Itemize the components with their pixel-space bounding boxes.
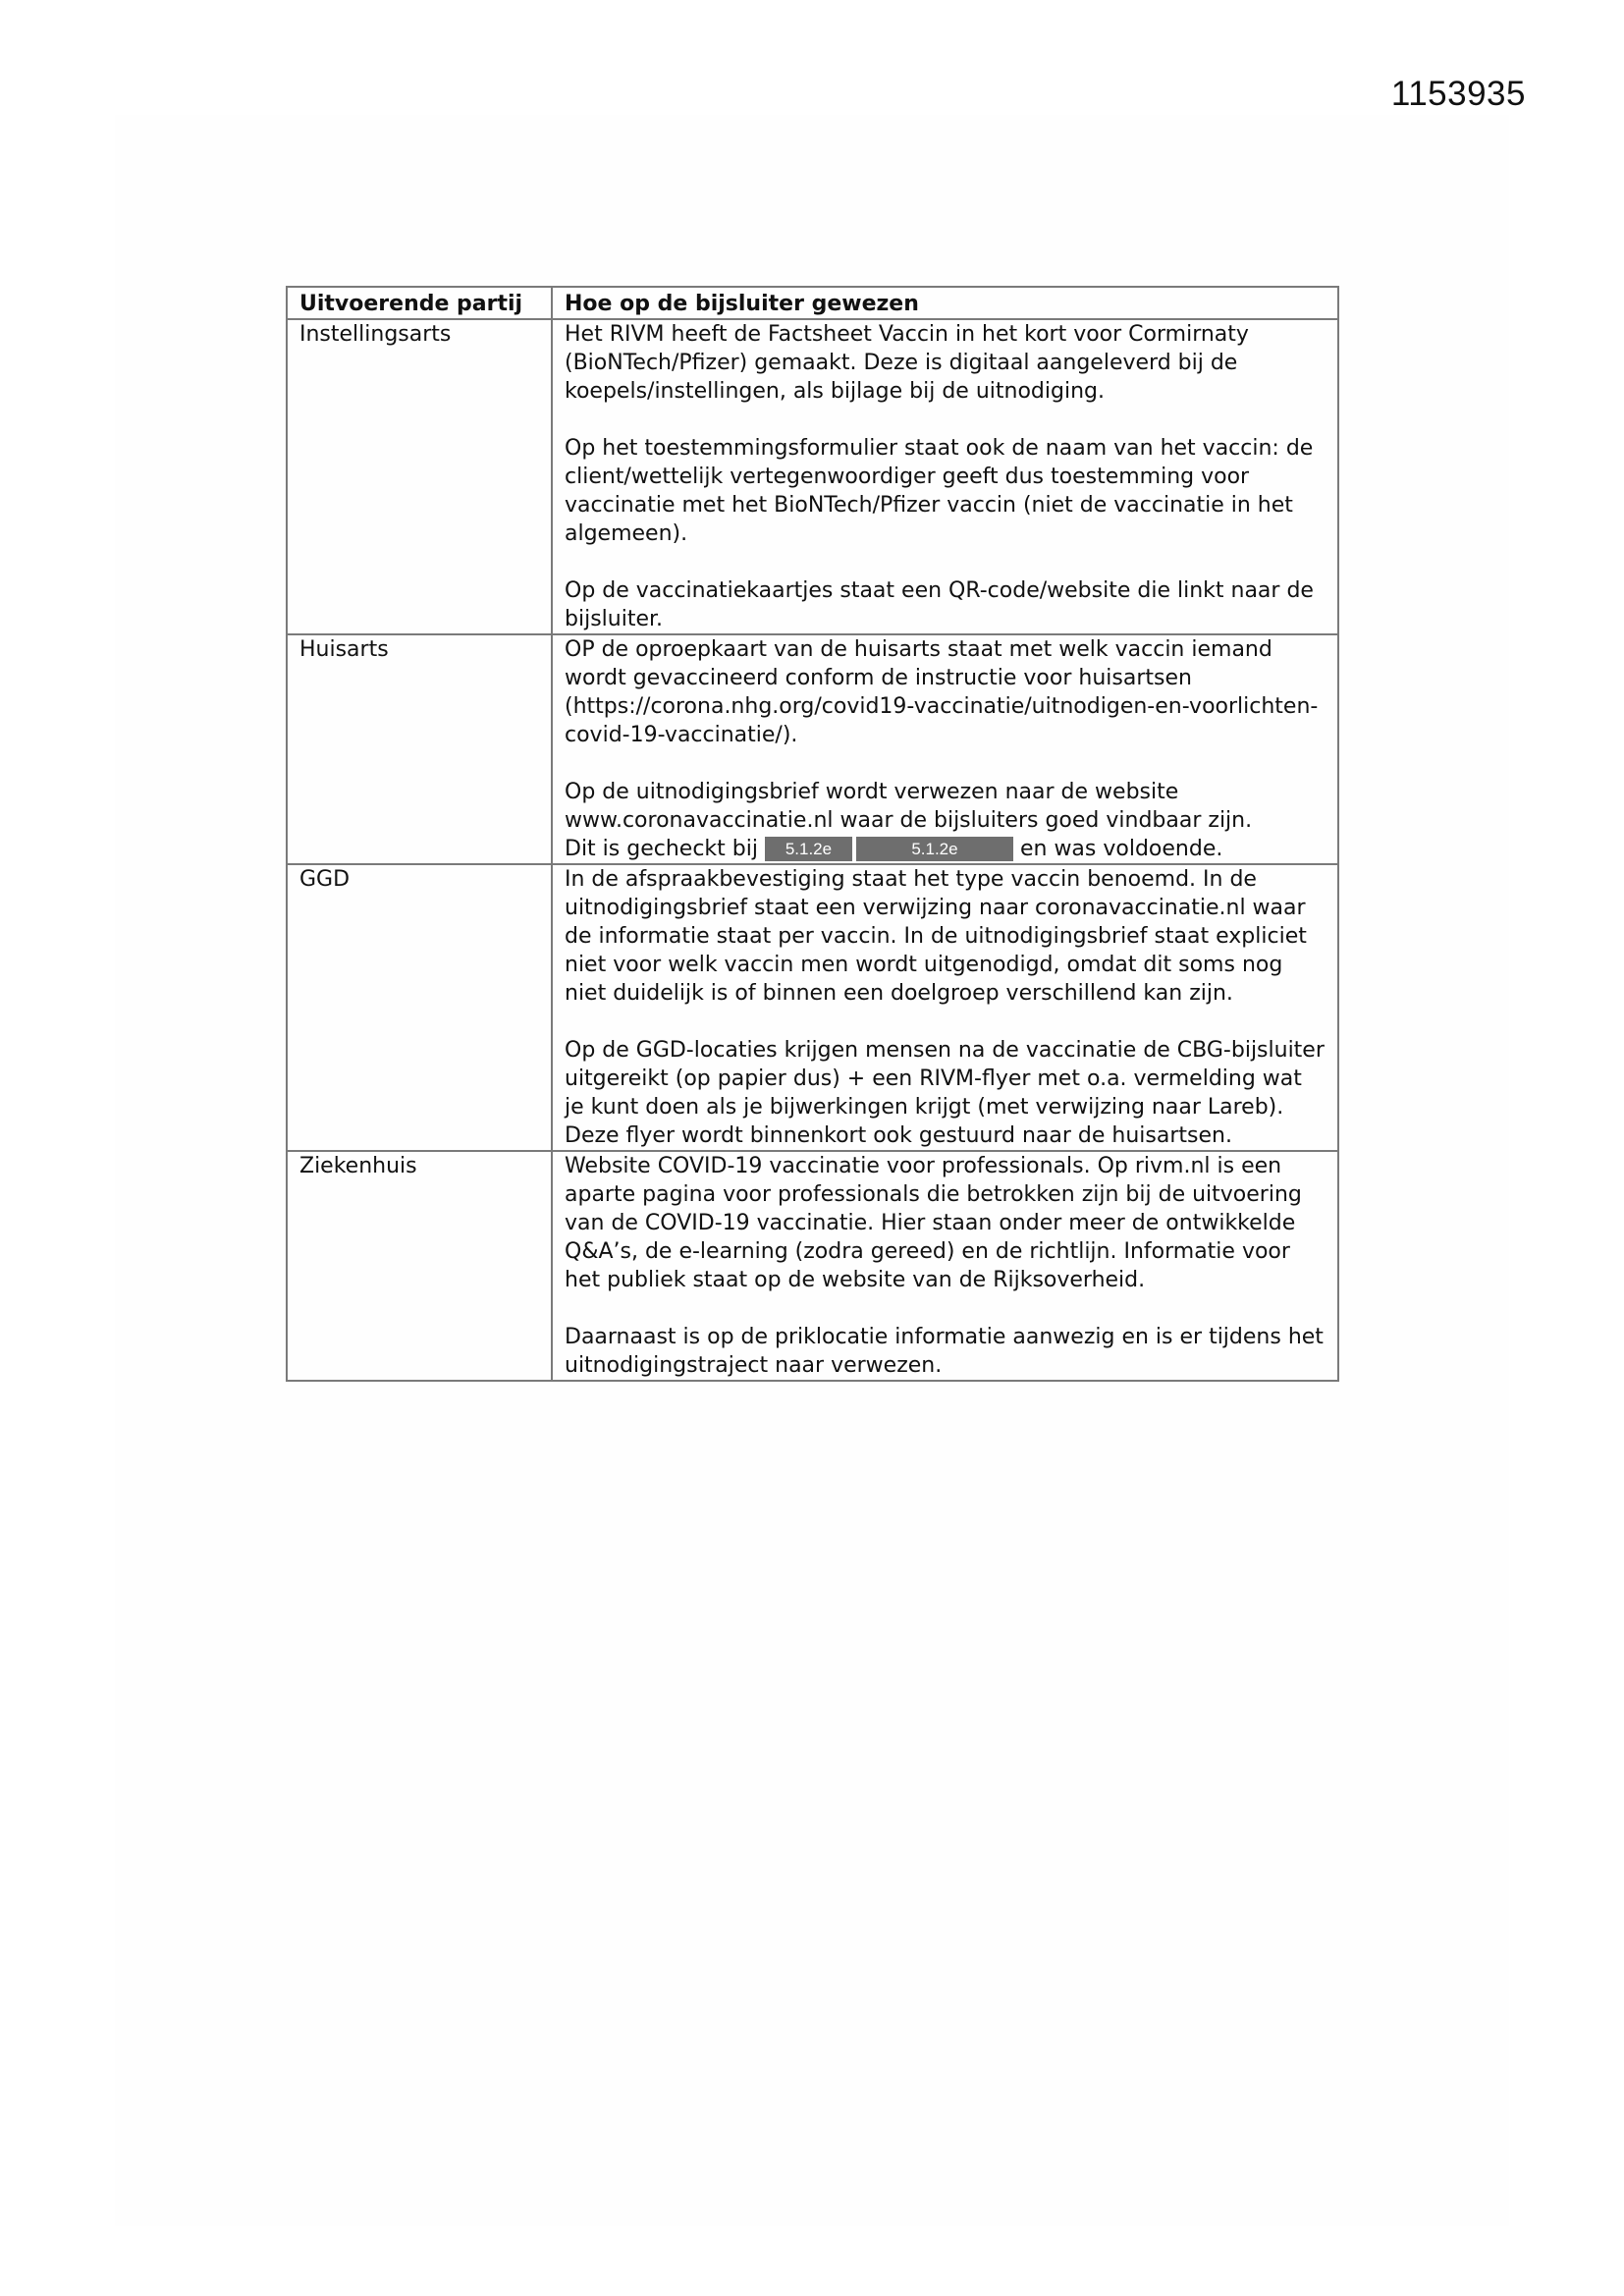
paragraph: Op de vaccinatiekaartjes staat een QR-code/website die linkt naar de bijsluiter.	[565, 578, 1314, 631]
paragraph	[565, 778, 1327, 863]
paragraph: In de afspraakbevestiging staat het type vaccin benoemd. In de uitnodigingsbrief staat een verwijzing naar coronavaccinatie.nl waar de informatie staat per vaccin. In de uitnodigingsbrief staat expliciet niet voor welk vaccin men wordt uitgenodigd, omdat dit soms nog niet duidelijk is of binnen een doelgroep verschillend kan zijn.	[565, 867, 1307, 1006]
table-row	[287, 1151, 1338, 1381]
header-party: Uitvoerende partij	[287, 287, 552, 319]
party-cell: Instellingsarts	[287, 319, 552, 634]
how-cell	[552, 634, 1338, 864]
redaction-label: 5.1.2e	[765, 837, 852, 861]
header-how: Hoe op de bijsluiter gewezen	[552, 287, 1338, 319]
paragraph: Op de GGD-locaties krijgen mensen na de vaccinatie de CBG-bijsluiter uitgereikt (op papier dus) + een RIVM-flyer met o.a. vermelding wat je kunt doen als je bijwerkingen krijgt (met verwijzing naar Lareb). Deze flyer wordt binnenkort ook gestuurd naar de huisartsen.	[565, 1038, 1325, 1148]
paragraph: OP de oproepkaart van de huisarts staat met welk vaccin iemand wordt gevaccineerd conform de instructie voor huisartsen (https://corona.nhg.org/covid19-vaccinatie/uitnodigen-en-voorlichten-covid-19-vaccinatie/).	[565, 637, 1319, 747]
document-number: 1153935	[1390, 75, 1526, 113]
party-cell: Ziekenhuis	[287, 1151, 552, 1381]
paragraph: Op het toestemmingsformulier staat ook de naam van het vaccin: de client/wettelijk vertegenwoordiger geeft dus toestemming voor vaccinatie met het BioNTech/Pfizer vaccin (niet de vaccinatie in het algemeen).	[565, 436, 1314, 546]
paragraph: Daarnaast is op de priklocatie informatie aanwezig en is er tijdens het uitnodigingstraject naar verwezen.	[565, 1325, 1324, 1378]
redaction-label: 5.1.2e	[856, 837, 1013, 861]
how-cell	[552, 1151, 1338, 1381]
paragraph: Het RIVM heeft de Factsheet Vaccin in het kort voor Cormirnaty (BioNTech/Pfizer) gemaakt. Deze is digitaal aangeleverd bij de koepels/instellingen, als bijlage bij de uitnodiging.	[565, 322, 1249, 404]
table-row	[287, 634, 1338, 864]
vaccine-leaflet-table	[286, 286, 1339, 1382]
paragraph: Website COVID-19 vaccinatie voor professionals. Op rivm.nl is een aparte pagina voor professionals die betrokken zijn bij de uitvoering van de COVID-19 vaccinatie. Hier staan onder meer de ontwikkelde Q&A’s, de e-learning (zodra gereed) en de richtlijn. Informatie voor het publiek staat op de website van de Rijksoverheid.	[565, 1154, 1302, 1292]
how-cell	[552, 319, 1338, 634]
table-row	[287, 319, 1338, 634]
how-cell	[552, 864, 1338, 1151]
table-row	[287, 864, 1338, 1151]
checked-prefix: Dit is gecheckt bij	[565, 837, 758, 861]
paragraph-text: Op de uitnodigingsbrief wordt verwezen naar de website www.coronavaccinatie.nl waar de bijsluiters goed vindbaar zijn.	[565, 780, 1253, 833]
checked-suffix: en was voldoende.	[1019, 837, 1223, 861]
party-cell: Huisarts	[287, 634, 552, 864]
party-cell: GGD	[287, 864, 552, 1151]
table-header-row	[287, 287, 1338, 319]
